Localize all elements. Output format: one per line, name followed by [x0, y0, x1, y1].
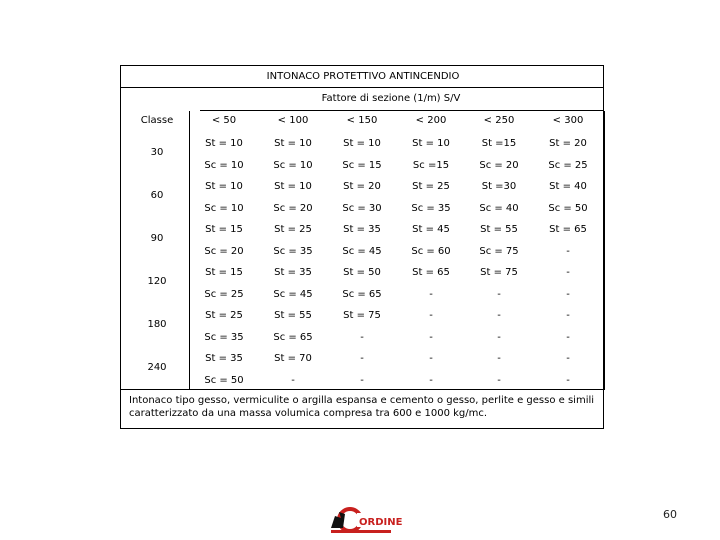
table-cell: St = 65: [412, 267, 450, 278]
table-cell: Sc = 20: [479, 159, 519, 171]
table-cell: Sc = 50: [204, 374, 244, 386]
table-cell: St = 35: [274, 267, 312, 278]
table-cell: Sc = 35: [411, 202, 451, 214]
table-cell: St = 35: [205, 353, 243, 364]
table-cell: -: [566, 374, 570, 386]
table-cell: Sc = 65: [342, 288, 382, 300]
table-subtitle: Fattore di sezione (1/m) S/V: [321, 93, 461, 104]
table-cell: -: [566, 310, 570, 321]
table-cell: Sc = 20: [273, 202, 313, 214]
divider: [121, 87, 603, 88]
table-cell: St = 10: [205, 181, 243, 192]
table-cell: Sc = 40: [479, 202, 519, 214]
class-column-header: Classe: [140, 115, 174, 126]
table-cell: -: [497, 288, 501, 300]
table-cell: St = 55: [274, 310, 312, 321]
table-cell: -: [429, 374, 433, 386]
table-cell: -: [566, 288, 570, 300]
table-cell: -: [360, 374, 364, 386]
table-cell: St = 10: [205, 138, 243, 149]
table-cell: St = 10: [274, 138, 312, 149]
table-cell: St = 15: [205, 267, 243, 278]
column-header: < 100: [277, 115, 309, 126]
page-number: 60: [663, 508, 677, 521]
table-cell: St = 25: [412, 181, 450, 192]
table-cell: St = 35: [343, 224, 381, 235]
class-label: 180: [147, 319, 167, 330]
table-cell: -: [566, 267, 570, 278]
class-label: 60: [150, 190, 164, 201]
table-cell: -: [429, 331, 433, 343]
table-cell: St = 75: [480, 267, 518, 278]
divider: [189, 111, 190, 390]
column-header: < 200: [415, 115, 447, 126]
table-cell: -: [291, 374, 295, 386]
table-cell: Sc = 15: [342, 159, 382, 171]
table-cell: St = 10: [343, 138, 381, 149]
ordine-logo: [325, 498, 403, 538]
table-cell: Sc = 20: [204, 245, 244, 257]
class-label: 90: [150, 233, 164, 244]
table-cell: St = 55: [480, 224, 518, 235]
svg-text:ORDINE: ORDINE: [359, 517, 403, 528]
table-cell: Sc = 50: [548, 202, 588, 214]
table-cell: St = 20: [343, 181, 381, 192]
column-header: < 250: [483, 115, 515, 126]
table-cell: St = 25: [274, 224, 312, 235]
table-cell: St =15: [481, 138, 517, 149]
table-cell: Sc = 35: [273, 245, 313, 257]
table-cell: Sc = 35: [204, 331, 244, 343]
table-cell: Sc = 45: [273, 288, 313, 300]
table-cell: -: [360, 353, 364, 364]
table-cell: St =30: [481, 181, 517, 192]
divider: [121, 389, 603, 390]
table-cell: St = 25: [205, 310, 243, 321]
table-cell: -: [360, 331, 364, 343]
table-cell: -: [497, 353, 501, 364]
table-cell: St = 45: [412, 224, 450, 235]
table-cell: -: [566, 245, 570, 257]
table-cell: St = 65: [549, 224, 587, 235]
column-header: < 50: [211, 115, 237, 126]
table-footnote: Intonaco tipo gesso, vermiculite o argilla espansa e cemento o gesso, perlite e gesso e simili caratterizzato da una massa volumica compresa tra 600 e 1000 kg/mc.: [129, 395, 595, 419]
table-cell: Sc = 10: [204, 202, 244, 214]
column-header: < 300: [552, 115, 584, 126]
table-cell: St = 10: [412, 138, 450, 149]
table-cell: -: [497, 331, 501, 343]
table-cell: St = 15: [205, 224, 243, 235]
table-cell: Sc = 10: [273, 159, 313, 171]
column-header: < 150: [346, 115, 378, 126]
table-cell: Sc =15: [412, 159, 450, 171]
table-cell: Sc = 10: [204, 159, 244, 171]
table-cell: Sc = 25: [548, 159, 588, 171]
divider: [604, 111, 605, 390]
class-label: 30: [150, 147, 164, 158]
table-cell: Sc = 60: [411, 245, 451, 257]
table-cell: Sc = 25: [204, 288, 244, 300]
table-cell: -: [429, 353, 433, 364]
table-cell: -: [566, 353, 570, 364]
class-label: 240: [147, 362, 167, 373]
table-cell: -: [429, 310, 433, 321]
table-cell: -: [429, 288, 433, 300]
table-cell: St = 50: [343, 267, 381, 278]
table-cell: St = 20: [549, 138, 587, 149]
table-cell: -: [566, 331, 570, 343]
divider: [200, 110, 603, 111]
table-cell: St = 40: [549, 181, 587, 192]
table-cell: St = 75: [343, 310, 381, 321]
table-cell: Sc = 45: [342, 245, 382, 257]
fire-protection-table: [120, 65, 604, 429]
table-cell: St = 10: [274, 181, 312, 192]
table-cell: -: [497, 310, 501, 321]
table-cell: Sc = 75: [479, 245, 519, 257]
class-label: 120: [147, 276, 167, 287]
table-title: INTONACO PROTETTIVO ANTINCENDIO: [266, 71, 460, 82]
table-cell: Sc = 65: [273, 331, 313, 343]
table-cell: St = 70: [274, 353, 312, 364]
table-cell: -: [497, 374, 501, 386]
table-cell: Sc = 30: [342, 202, 382, 214]
